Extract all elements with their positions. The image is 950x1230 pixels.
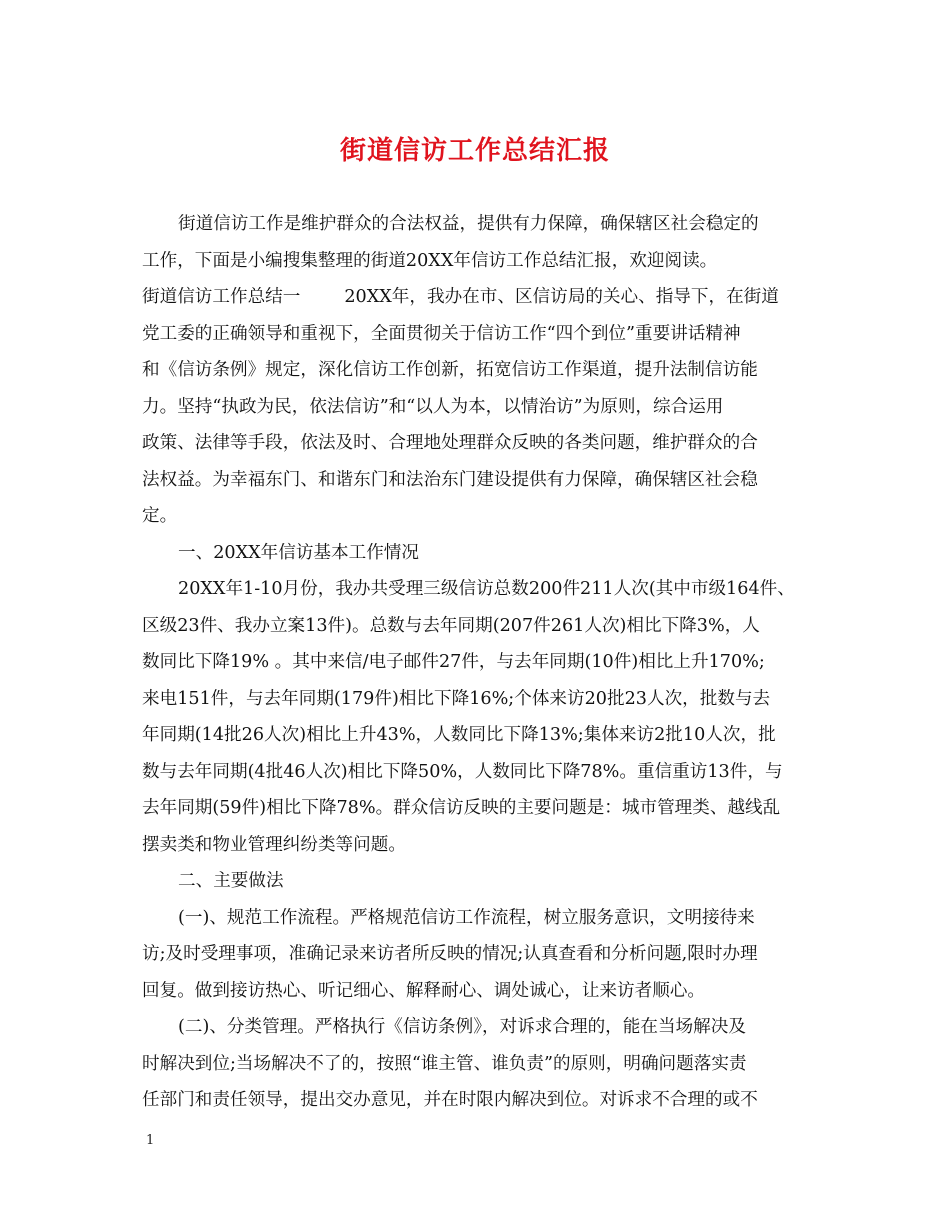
paragraph-line: 定。 (142, 506, 178, 526)
paragraph-line: 20XX年1-10月份，我办共受理三级信访总数200件211人次(其中市级164件、 (178, 579, 795, 599)
paragraph-line: 访;及时受理事项，准确记录来访者所反映的情况;认真查看和分析问题,限时办理 (142, 944, 758, 964)
paragraph-line: 去年同期(59件)相比下降78%。群众信访反映的主要问题是：城市管理类、越线乱 (142, 798, 781, 818)
paragraph-line: 工作，下面是小编搜集整理的街道20XX年信访工作总结汇报，欢迎阅读。 (142, 250, 718, 271)
paragraph-line: 街道信访工作是维护群众的合法权益，提供有力保障，确保辖区社会稳定的 (178, 214, 759, 234)
paragraph-line: (一)、规范工作流程。严格规范信访工作流程，树立服务意识，文明接待来 (178, 907, 755, 928)
paragraph-line: 政策、法律等手段，依法及时、合理地处理群众反映的各类问题，维护群众的合 (142, 433, 758, 453)
paragraph-line: 来电151件，与去年同期(179件)相比下降16%;个体来访20批23人次，批数与去 (142, 688, 771, 709)
paragraph-line: 摆卖类和物业管理纠纷类等问题。 (142, 834, 406, 855)
paragraph-line: 党工委的正确领导和重视下，全面贯彻关于信访工作“四个到位”重要讲话精神 (142, 323, 741, 344)
document-title: 街道信访工作总结汇报 (339, 136, 610, 166)
paragraph-line: 法权益。为幸福东门、和谐东门和法治东门建设提供有力保障，确保辖区社会稳 (142, 469, 758, 490)
paragraph-line: 时解决到位;当场解决不了的，按照“谁主管、谁负责”的原则，明确问题落实责 (142, 1053, 747, 1074)
paragraph-line: 区级23件、我办立案13件)。总数与去年同期(207件261人次)相比下降3%，人 (142, 615, 760, 636)
page-number: 1 (146, 1133, 155, 1148)
section-heading: 一、20XX年信访基本工作情况 (178, 542, 419, 563)
paragraph-line: 数同比下降19% 。其中来信/电子邮件27件，与去年同期(10件)相比上升170%; (142, 652, 765, 672)
paragraph-line: 和《信访条例》规定，深化信访工作创新，拓宽信访工作渠道，提升法制信访能 (142, 360, 758, 380)
paragraph-line: 任部门和责任领导，提出交办意见，并在时限内解决到位。对诉求不合理的或不 (142, 1090, 758, 1110)
section-heading: 二、主要做法 (178, 871, 284, 891)
document-body (142, 206, 810, 1119)
paragraph-line: 数与去年同期(4批46人次)相比下降50%，人数同比下降78%。重信重访13件，与 (142, 761, 783, 782)
paragraph-line: (二)、分类管理。严格执行《信访条例》，对诉求合理的，能在当场解决及 (178, 1017, 746, 1037)
summary-line (142, 279, 810, 316)
summary-heading: 街道信访工作总结一 (142, 287, 301, 307)
paragraph-line: 年同期(14批26人次)相比上升43%，人数同比下降13%;集体来访2批10人次，批 (142, 725, 776, 745)
paragraph-line: 回复。做到接访热心、听记细心、解释耐心、调处诚心，让来访者顺心。 (142, 980, 706, 1001)
paragraph-line: 力。坚持“执政为民，依法信访”和“以人为本，以情治访”为原则，综合运用 (142, 396, 724, 417)
summary-text: 20XX年，我办在市、区信访局的关心、指导下，在街道 (344, 287, 779, 307)
